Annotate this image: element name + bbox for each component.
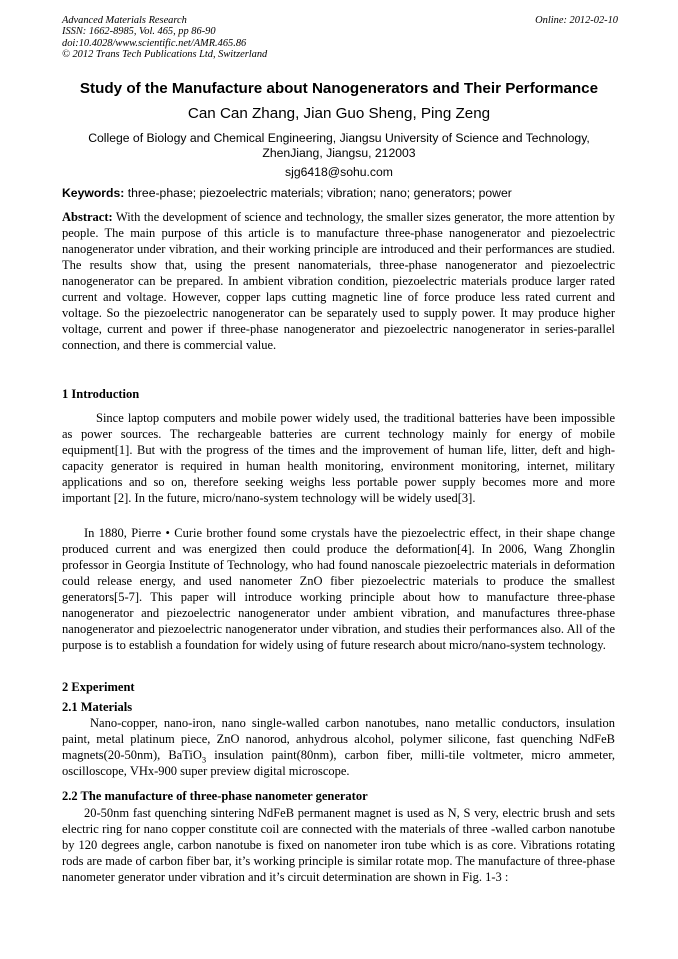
affiliation-line-1: College of Biology and Chemical Engineering, Jiangsu University of Science and Technology, [88, 131, 590, 145]
affiliation-line-2: ZhenJiang, Jiangsu, 212003 [262, 146, 416, 160]
keywords-text: three-phase; piezoelectric materials; vibration; nano; generators; power [124, 186, 512, 200]
keywords [62, 186, 618, 200]
materials-subscript: 3 [201, 754, 207, 765]
subsection-heading-manufacture: 2.2 The manufacture of three-phase nanometer generator [62, 789, 368, 803]
issn: ISSN: 1662-8985, Vol. 465, pp 86-90 [62, 26, 216, 38]
author-email: sjg6418@sohu.com [285, 165, 393, 179]
doi: doi:10.4028/www.scientific.net/AMR.465.86 [62, 37, 247, 49]
copyright: © 2012 Trans Tech Publications Ltd, Switzerland [62, 49, 268, 61]
manufacture-paragraph: 20-50nm fast quenching sintering NdFeB permanent magnet is used as N, S very, electric brush and sets electric ring for nano copper constitute coil are connected with the materials of three -walled carbon nanotube by 120 degrees angle, carbon nanotube is fixed on nanometer iron tube which is as core. Vibrations rotating rods are made of carbon fiber bar, it’s working principle is similar rotate mop. The manufacture of three-phase nanometer generator under vibration and it’s circuit determination are shown in Fig. 1-3 : [62, 806, 615, 884]
subsection-heading-materials: 2.1 Materials [62, 700, 133, 714]
intro-paragraph-1: Since laptop computers and mobile power widely used, the traditional batteries have been impossible as power sources. The rechargeable batteries are current technology mainly for energy of mobile equipment[1]. But with the progress of the times and the improvement of human life, litter, deft and high-capacity generator is required in human health monitoring, environment monitoring, internet, military applications and so on, therefore seeking weighs less portable power supply becomes more and more important [2]. In the future, micro/nano-system technology will be widely used[3]. [62, 411, 615, 505]
materials-text-1: Nano-copper, nano-iron, nano single-walled carbon nanotubes, nano metallic conductors, insulation paint, metal platinum piece, ZnO nanorod, anhydrous alcohol, polymer silicone, fast quenching NdFeB magnets(20-50nm), BaTiO [62, 716, 615, 762]
affiliation [60, 131, 618, 161]
intro-paragraph-2: In 1880, Pierre • Curie brother found some crystals have the piezoelectric effect, in their shape change produced current and was energized then could produce the deformation[4]. In 2006, Wang Zhonglin professor in Georgia Institute of Technology, who had found nanoscale piezoelectric materials in deformation could release energy, and used nanometer ZnO fiber piezoelectric materials to produce the smallest generators[5-7]. This paper will introduce working principle about how to manufacture three-phase nanogenerator and piezoelectric nanogenerator under ambient vibration, and manufactures three-phase nanogenerator and piezoelectric nanogenerator under vibration, and studies their performances also. All of the purpose is to establish a foundation for widely using of future research about micro/nano-system technology. [62, 526, 615, 652]
author-list: Can Can Zhang, Jian Guo Sheng, Ping Zeng [187, 105, 491, 122]
abstract [62, 209, 615, 353]
paper-title: Study of the Manufacture about Nanogenerators and Their Performance [79, 80, 599, 97]
section-heading-introduction: 1 Introduction [62, 387, 140, 401]
materials-paragraph [62, 715, 615, 779]
journal-header [62, 15, 618, 61]
materials-text-2: insulation paint(80nm), carbon fiber, milli-tile voltmeter, micro ammeter, oscilloscope, VHx-900 super preview digital microscope. [62, 748, 615, 778]
abstract-label: Abstract: [62, 210, 113, 224]
journal-name: Advanced Materials Research [62, 15, 187, 26]
section-heading-experiment: 2 Experiment [62, 680, 135, 694]
online-date: Online: 2012-02-10 [535, 15, 618, 26]
keywords-label: Keywords: [62, 186, 125, 200]
abstract-text: With the development of science and technology, the smaller sizes generator, the more attention by people. The main purpose of this article is to manufacture three-phase nanogenerator and piezoelectric nanogenerator under vibration, and their working principle are introduced and their performances are studied. The results show that, using the present nanomaterials, three-phase nanogenerator and piezoelectric nanogenerator can be prepared. In ambient vibration condition, piezoelectric materials produce larger rated current and voltage. However, copper laps cutting magnetic line of force produce less rated current and voltage. So the piezoelectric nanogenerator can be separately used to supply power. It may produce higher voltage, current and power if three-phase nanogenerator and piezoelectric nanogenerator in series-parallel connection, and there is commercial value. [62, 210, 615, 352]
